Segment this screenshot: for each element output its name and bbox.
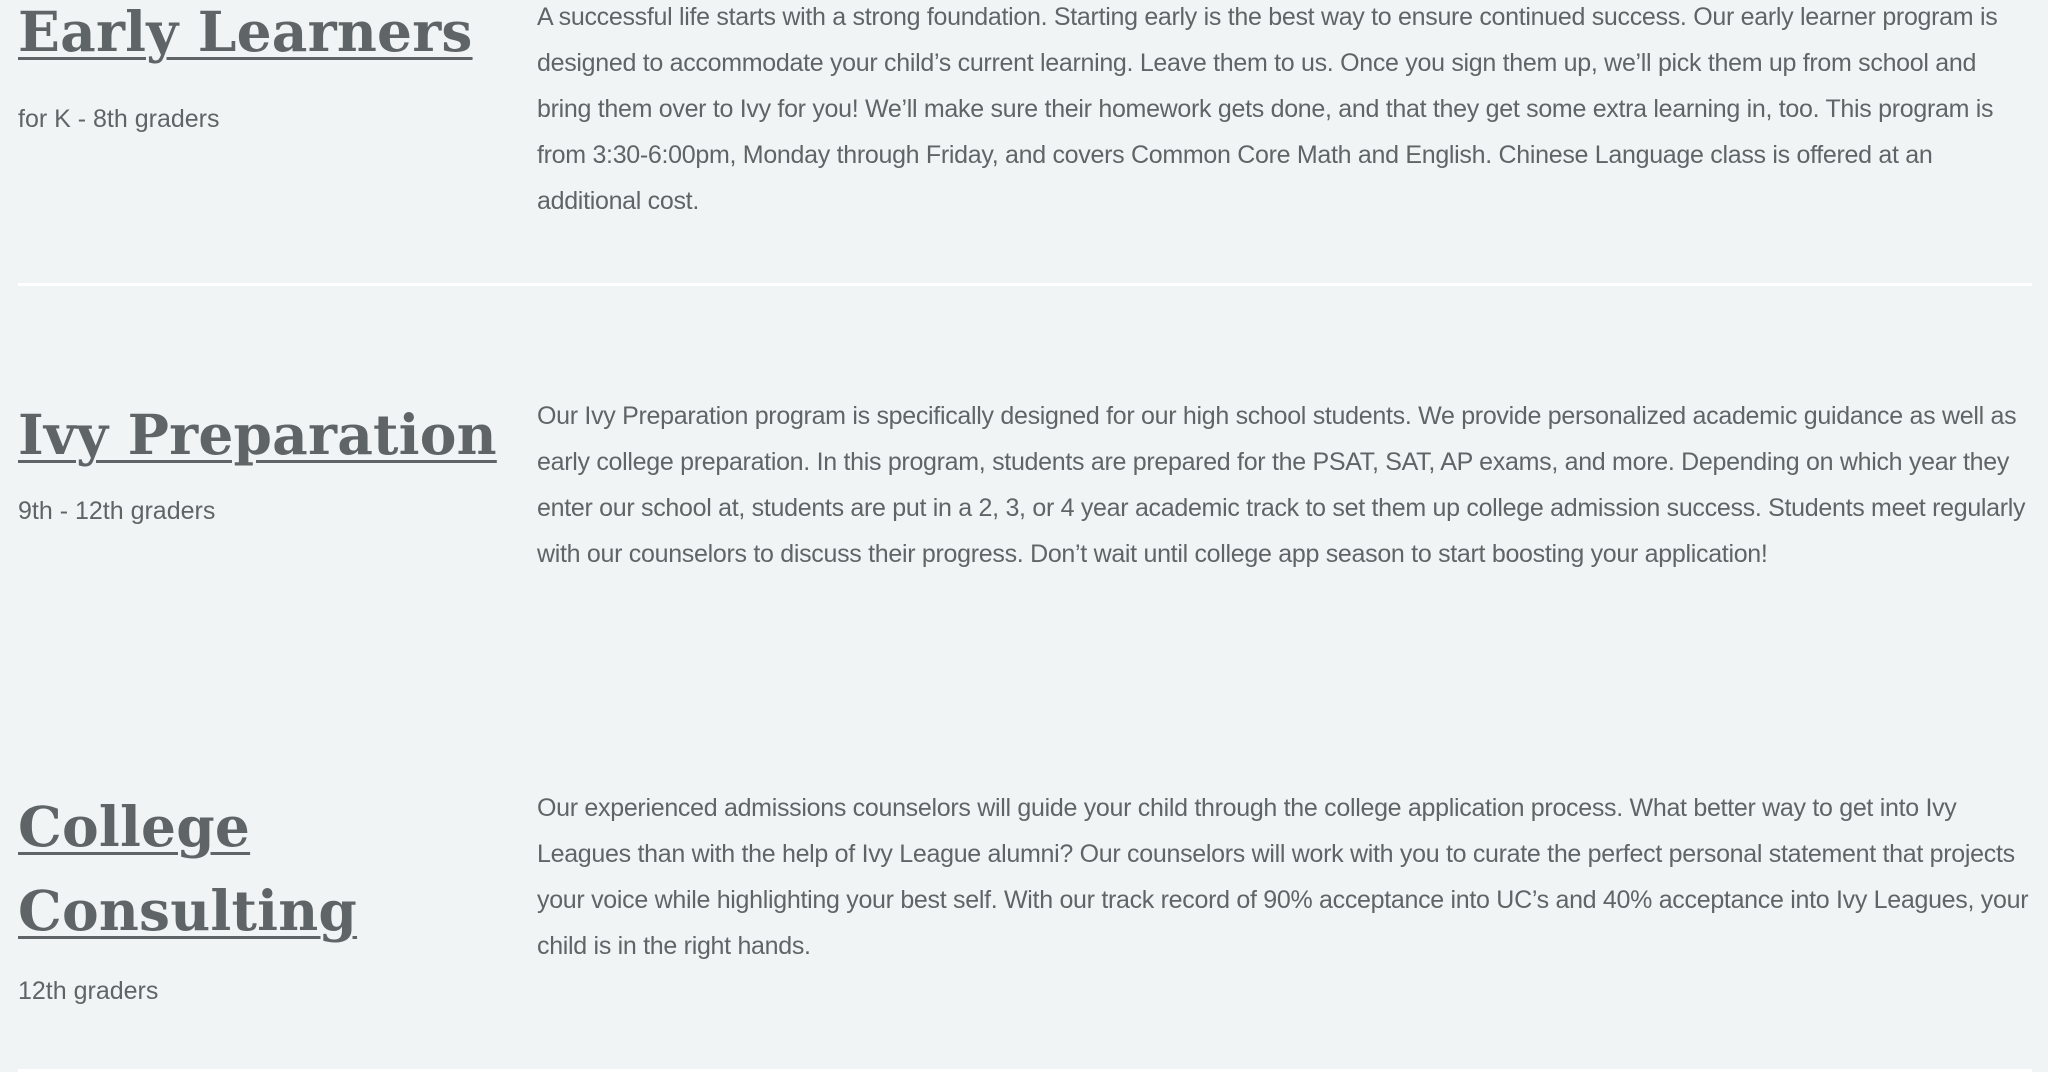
program-title — [18, 785, 438, 953]
program-college-consulting — [0, 785, 2048, 1017]
program-grade-range: 9th - 12th graders — [18, 497, 216, 525]
ivy-preparation-link[interactable]: Ivy Preparation — [18, 402, 497, 467]
early-learners-link[interactable]: Early Learners — [18, 0, 473, 64]
program-ivy-preparation — [0, 393, 2048, 677]
program-grade-range: 12th graders — [18, 977, 159, 1005]
program-description: Our experienced admissions counselors will guide your child through the college application process. What better way to get into Ivy Leagues than with the help of Ivy League alumni? Our counselors will work with you to curate the perfect personal statement that projects your voice while highlighting your best self. With our track record of 90% acceptance into UC’s and 40% acceptance into Ivy Leagues, your child is in the right hands. — [537, 794, 2029, 960]
program-grade-range: for K - 8th graders — [18, 105, 220, 133]
section-divider — [18, 283, 2032, 286]
program-description: Our Ivy Preparation program is specifically designed for our high school students. We provide personalized academic guidance as well as early college preparation. In this program, students are prepared for the PSAT, SAT, AP exams, and more. Depending on which year they enter our school at, students are put in a 2, 3, or 4 year academic track to set them up college admission success. Students meet regularly with our counselors to discuss their progress. Don’t wait until college app season to start boosting your application! — [537, 402, 2026, 568]
program-early-learners — [0, 0, 2048, 284]
college-consulting-link[interactable]: College Consulting — [18, 794, 358, 943]
program-description: A successful life starts with a strong foundation. Starting early is the best way to ensure continued success. Our early learner program is designed to accommodate your child’s current learning. Leave them to us. Once you sign them up, we’ll pick them up from school and bring them over to Ivy for you! We’ll make sure their homework gets done, and that they get some extra learning in, too. This program is from 3:30-6:00pm, Monday through Friday, and covers Common Core Math and English. Chinese Language class is offered at an additional cost. — [537, 3, 1998, 215]
program-title — [18, 0, 473, 74]
program-title — [18, 393, 497, 477]
